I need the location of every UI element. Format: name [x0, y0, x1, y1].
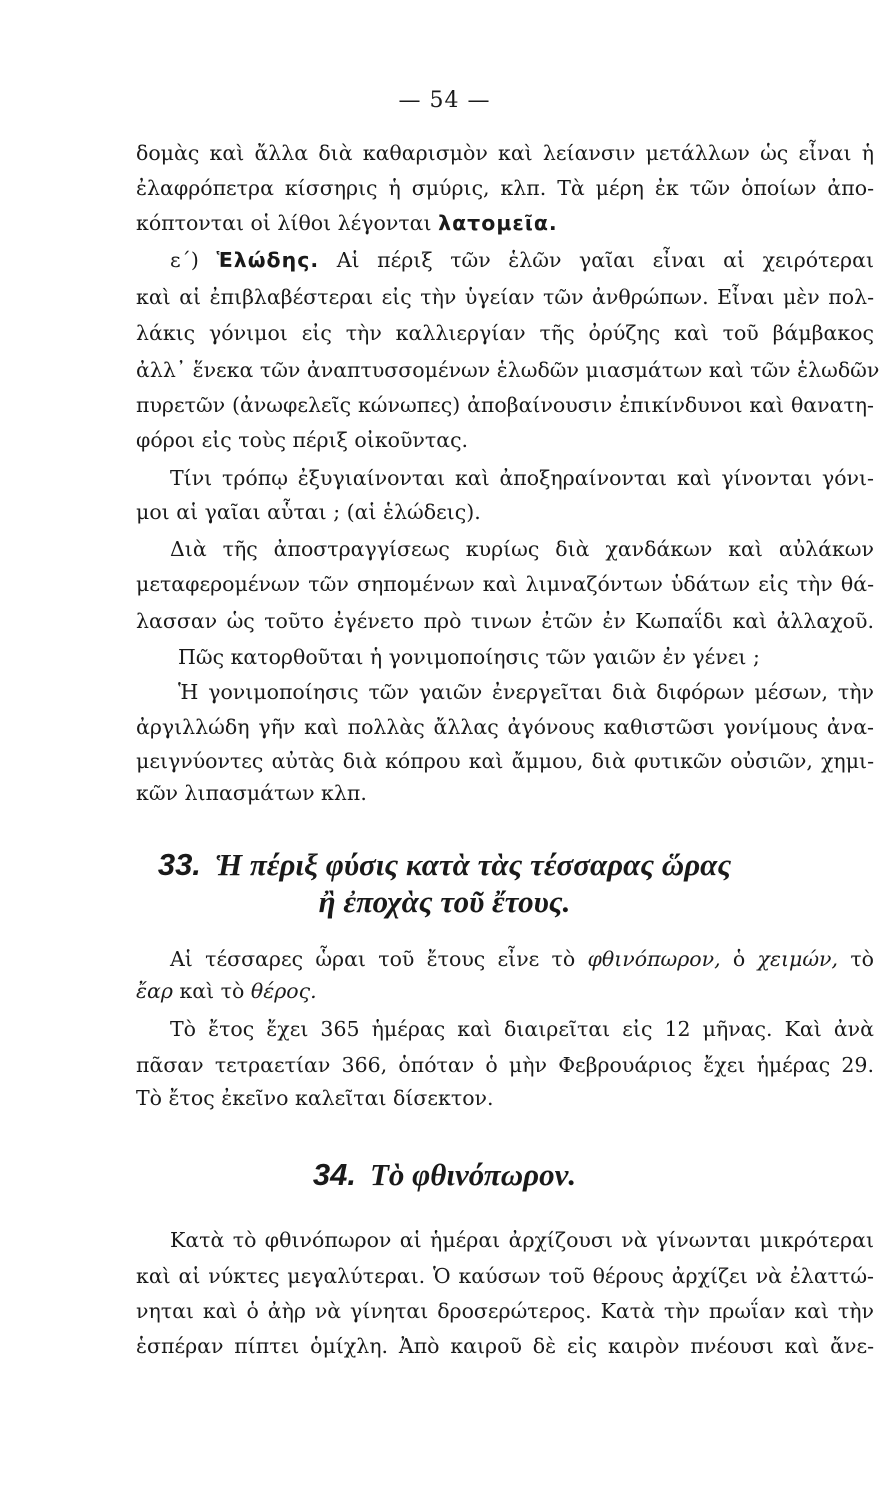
text-line: νηται καὶ ὁ ἀὴρ νὰ γίνηται δροσερώτερος. Κατὰ τὴν πρωΐαν καὶ τὴν: [136, 1299, 874, 1323]
page-number: — 54 —: [398, 88, 491, 113]
text-line: καὶ αἱ νύκτες μεγαλύτεραι. Ὁ καύσων τοῦ θέρους ἀρχίζει νὰ ἐλαττώ-: [136, 1264, 874, 1288]
text-line: λάκις γόνιμοι εἰς τὴν καλλιεργίαν τῆς ὀρύζης καὶ τοῦ βάμβακος: [136, 321, 874, 345]
term-latomeia: λατομεῖα.: [438, 211, 558, 235]
text-fragment: ὁ: [732, 947, 746, 971]
text-fragment: τὸ: [850, 947, 874, 971]
question-line: Τίνι τρόπῳ ἐξυγιαίνονται καὶ ἀποξηραίνονται καὶ γίνονται γόνι-: [170, 466, 874, 490]
text-line: Κατὰ τὸ φθινόπωρον αἱ ἡμέραι ἀρχίζουσι νὰ γίνωνται μικρότεραι: [170, 1228, 874, 1252]
text-line: δομὰς καὶ ἄλλα διὰ καθαρισμὸν καὶ λείανσιν μετάλλων ὡς εἶναι ἡ: [136, 141, 874, 165]
section-heading-34: [0, 1157, 889, 1193]
text-fragment: Αἱ πέριξ τῶν ἑλῶν γαῖαι εἶναι αἱ χειρότεραι: [336, 248, 874, 272]
subsection-title: Ἑλώδης.: [216, 248, 320, 272]
text-line: Τὸ ἔτος ἐκεῖνο καλεῖται δίσεκτον.: [136, 1086, 494, 1110]
question-line: Πῶς κατορθοῦται ἡ γονιμοποίησις τῶν γαιῶν ἐν γένει ;: [178, 645, 760, 669]
subsection-marker: ε΄): [170, 248, 199, 272]
section-title: Τὸ φθινόπωρον.: [369, 1157, 577, 1192]
text-line: [170, 944, 874, 974]
question-line: μοι αἱ γαῖαι αὗται ; (αἱ ἑλώδεις).: [136, 500, 481, 524]
text-line: [136, 976, 874, 1006]
text-line: ἐλαφρόπετρα κίσσηρις ἡ σμύρις, κλπ. Τὰ μέρη ἐκ τῶν ὁποίων ἀπο-: [136, 176, 874, 200]
text-line: Διὰ τῆς ἀποστραγγίσεως κυρίως διὰ χανδάκων καὶ αὐλάκων: [170, 537, 874, 561]
text-line: Τὸ ἔτος ἔχει 365 ἡμέρας καὶ διαιρεῖται εἰς 12 μῆνας. Καὶ ἀνὰ: [170, 1017, 874, 1041]
text-line: μεταφερομένων τῶν σηπομένων καὶ λιμναζόντων ὑδάτων εἰς τὴν θά-: [136, 572, 874, 596]
text-fragment: Αἱ τέσσαρες ὧραι τοῦ ἔτους εἶνε τὸ: [170, 947, 576, 971]
text-line: πᾶσαν τετραετίαν 366, ὁπόταν ὁ μὴν Φεβρουάριος ἔχει ἡμέρας 29.: [136, 1053, 874, 1077]
text-line: ἑσπέραν πίπτει ὁμίχλη. Ἀπὸ καιροῦ δὲ εἰς καιρὸν πνέουσι καὶ ἄνε-: [136, 1334, 874, 1358]
text-line: καὶ αἱ ἐπιβλαβέστεραι εἰς τὴν ὑγείαν τῶν ἀνθρώπων. Εἶναι μὲν πολ-: [136, 285, 874, 309]
text-line: Ἡ γονιμοποίησις τῶν γαιῶν ἐνεργεῖται διὰ διφόρων μέσων, τὴν: [178, 680, 874, 704]
text-line: ἀργιλλώδη γῆν καὶ πολλὰς ἄλλας ἀγόνους καθιστῶσι γονίμους ἀνα-: [136, 715, 874, 739]
text-fragment: κόπτονται οἱ λίθοι λέγονται: [136, 211, 432, 235]
term-cheimon: χειμών,: [757, 947, 839, 971]
text-line: μειγνύοντες αὐτὰς διὰ κόπρου καὶ ἄμμου, διὰ φυτικῶν οὐσιῶν, χημι-: [136, 749, 874, 773]
text-line: ἀλλ᾿ ἕνεκα τῶν ἀναπτυσσομένων ἑλωδῶν μιασμάτων καὶ τῶν ἑλωδῶν: [136, 358, 880, 382]
text-line: [136, 208, 874, 238]
term-fthinoporon: φθινόπωρον,: [587, 947, 721, 971]
subsection-heading-line: [170, 245, 874, 275]
text-line: φόροι εἰς τοὺς πέριξ οἰκοῦντας.: [136, 428, 469, 452]
text-line: κῶν λιπασμάτων κλπ.: [136, 781, 367, 805]
section-title: Ἡ πέριξ φύσις κατὰ τὰς τέσσαρας ὥρας: [214, 847, 732, 882]
section-number: 34.: [312, 1157, 356, 1192]
section-heading-33-cont: ἢ ἐποχὰς τοῦ ἔτους.: [318, 884, 571, 919]
section-heading-33: [0, 847, 889, 883]
term-ear: ἔαρ: [136, 979, 173, 1003]
text-line: λασσαν ὡς τοῦτο ἐγένετο πρὸ τινων ἐτῶν ἐν Κωπαΐδι καὶ ἀλλαχοῦ.: [136, 609, 874, 633]
term-theros: θέρος.: [250, 979, 317, 1003]
text-line: πυρετῶν (ἀνωφελεῖς κώνωπες) ἀποβαίνουσιν ἐπικίνδυνοι καὶ θανατη-: [136, 393, 874, 417]
text-fragment: καὶ τὸ: [179, 979, 245, 1003]
section-number: 33.: [157, 847, 201, 882]
